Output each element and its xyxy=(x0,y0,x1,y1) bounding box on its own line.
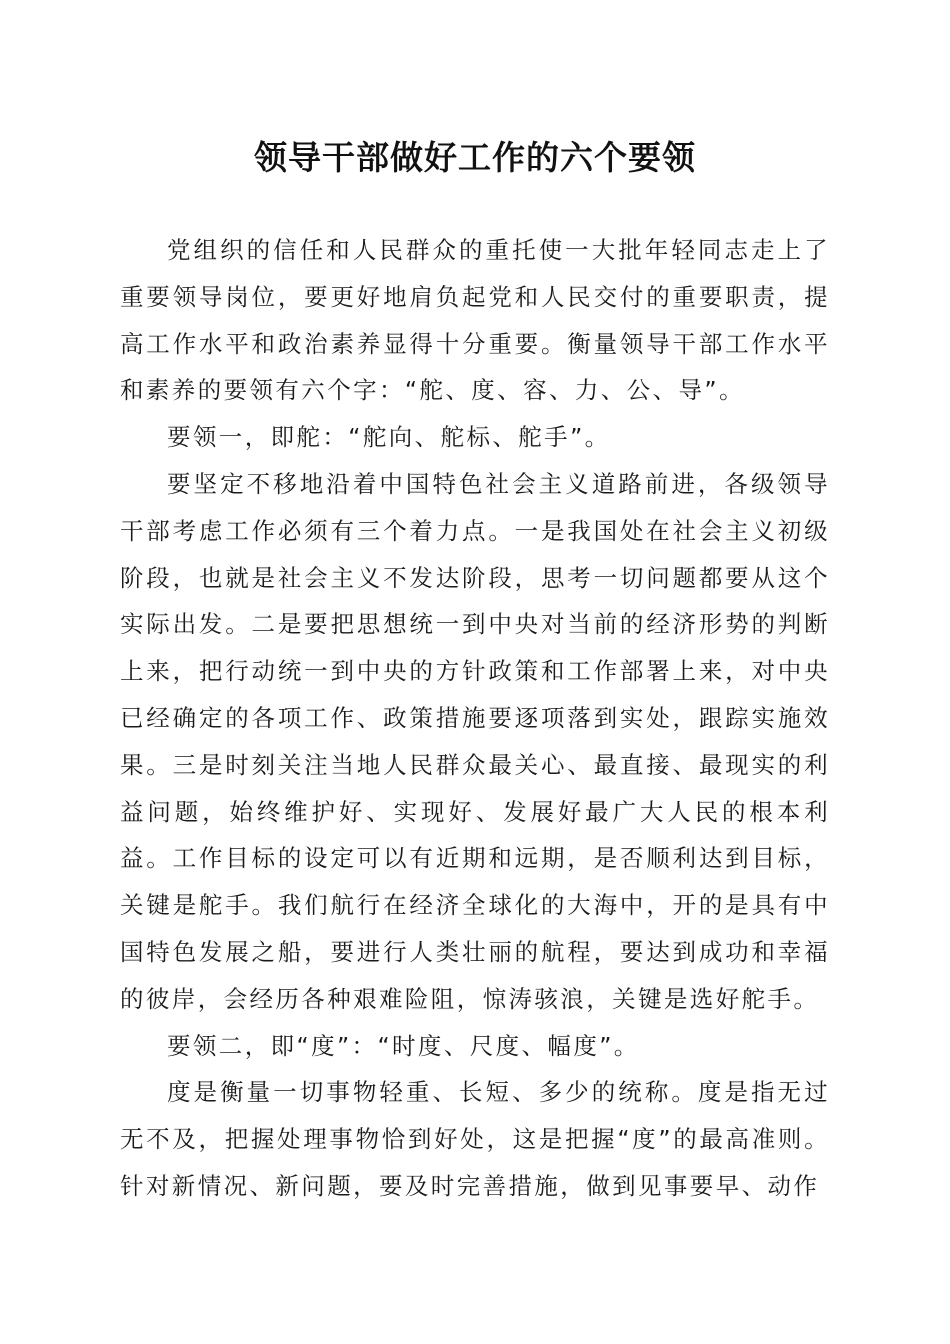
paragraph-heading-2: 要领二，即“度”：“时度、尺度、幅度”。 xyxy=(167,1031,640,1060)
document-body xyxy=(120,227,830,1210)
document-title: 领导干部做好工作的六个要领 xyxy=(254,138,696,177)
paragraph-heading-1: 要领一，即舵：“舵向、舵标、舵手”。 xyxy=(167,423,611,452)
paragraph-intro: 党组织的信任和人民群众的重托使一大批年轻同志走上了重要领导岗位，要更好地肩负起党和人民交付的重要职责，提高工作水平和政治素养显得十分重要。衡量领导干部工作水平和素养的要领有六个字：“舵、度、容、力、公、导”。 xyxy=(120,236,830,405)
paragraph-section-2: 度是衡量一切事物轻重、长短、多少的统称。度是指无过无不及，把握处理事物恰到好处，这是把握“度”的最高准则。针对新情况、新问题，要及时完善措施，做到见事要早、动作 xyxy=(120,1078,830,1200)
paragraph-section-1: 要坚定不移地沿着中国特色社会主义道路前进，各级领导干部考虑工作必须有三个着力点。一是我国处在社会主义初级阶段，也就是社会主义不发达阶段，思考一切问题都要从这个实际出发。二是要把思想统一到中央对当前的经济形势的判断上来，把行动统一到中央的方针政策和工作部署上来，对中央已经确定的各项工作、政策措施要逐项落到实处，跟踪实施效果。三是时刻关注当地人民群众最关心、最直接、最现实的利益问题，始终维护好、实现好、发展好最广大人民的根本利益。工作目标的设定可以有近期和远期，是否顺利达到目标，关键是舵手。我们航行在经济全球化的大海中，开的是具有中国特色发展之船，要进行人类壮丽的航程，要达到成功和幸福的彼岸，会经历各种艰难险阻，惊涛骇浪，关键是选好舵手。 xyxy=(120,469,830,1013)
